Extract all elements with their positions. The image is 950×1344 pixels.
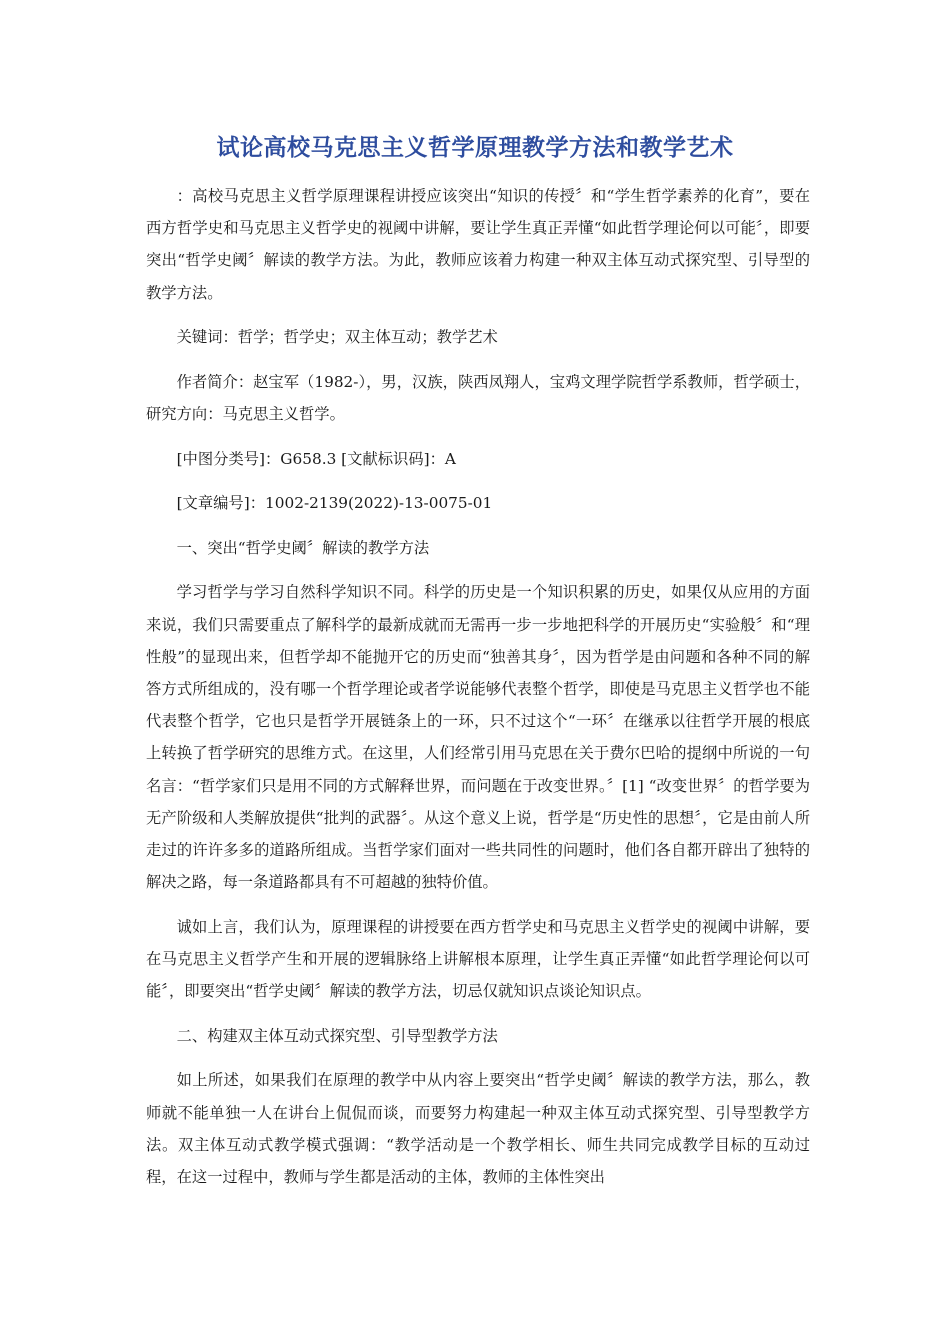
author-bio-paragraph: 作者简介：赵宝军（1982-），男，汉族，陕西凤翔人，宝鸡文理学院哲学系教师，哲学硕士，研究方向：马克思主义哲学。 [146, 372, 810, 423]
body-paragraph: 诚如上言，我们认为，原理课程的讲授要在西方哲学史和马克思主义哲学史的视阈中讲解，要在马克思主义哲学产生和开展的逻辑脉络上讲解根本原理，让学生真正弄懂“如此哲学理论何以可能〞，即要突出“哲学史阈〞解读的教学方法，切忌仅就知识点谈论知识点。 [146, 917, 810, 1001]
classification-line: [中图分类号]：G658.3 [文献标识码]：A [176, 449, 456, 468]
body-paragraph: 学习哲学与学习自然科学知识不同。科学的历史是一个知识积累的历史，如果仅从应用的方面来说，我们只需要重点了解科学的最新成就而无需再一步一步地把科学的开展历史“实验般〞和“理性般”的显现出来，但哲学却不能抛开它的历史而“独善其身〞，因为哲学是由问题和各种不同的解答方式所组成的，没有哪一个哲学理论或者学说能够代表整个哲学，即使是马克思主义哲学也不能代表整个哲学，它也只是哲学开展链条上的一环，只不过这个“一环〞在继承以往哲学开展的根底上转换了哲学研究的思维方式。在这里，人们经常引用马克思在关于费尔巴哈的提纲中所说的一句名言：“哲学家们只是用不同的方式解释世界，而问题在于改变世界。〞[1] “改变世界〞的哲学要为无产阶级和人类解放提供“批判的武器〞。从这个意义上说，哲学是“历史性的思想〞，它是由前人所走过的许许多多的道路所组成。当哲学家们面对一些共同性的问题时，他们各自都开辟出了独特的解决之路，每一条道路都具有不可超越的独特价值。 [146, 583, 810, 892]
body-paragraph: 如上所述，如果我们在原理的教学中从内容上要突出“哲学史阈〞解读的教学方法，那么，教师就不能单独一人在讲台上侃侃而谈，而要努力构建起一种双主体互动式探究型、引导型教学方法。双主体互动式教学模式强调：“教学活动是一个教学相长、师生共同完成教学目标的互动过程，在这一过程中，教师与学生都是活动的主体，教师的主体性突出 [146, 1071, 810, 1186]
keywords-line: 关键词：哲学；哲学史；双主体互动；教学艺术 [176, 328, 498, 347]
article-body [146, 180, 810, 1206]
section-heading-1: 一、突出“哲学史阈〞解读的教学方法 [176, 538, 430, 557]
article-number-line: [文章编号]：1002-2139(2022)-13-0075-01 [176, 494, 493, 513]
page-title: 试论高校马克思主义哲学原理教学方法和教学艺术 [216, 135, 734, 161]
section-heading-2: 二、构建双主体互动式探究型、引导型教学方法 [176, 1026, 498, 1045]
abstract-paragraph: ：高校马克思主义哲学原理课程讲授应该突出“知识的传授〞和“学生哲学素养的化育”，要在西方哲学史和马克思主义哲学史的视阈中讲解，要让学生真正弄懂“如此哲学理论何以可能〞，即要突出“哲学史阈〞解读的教学方法。为此，教师应该着力构建一种双主体互动式探究型、引导型的教学方法。 [146, 187, 810, 302]
